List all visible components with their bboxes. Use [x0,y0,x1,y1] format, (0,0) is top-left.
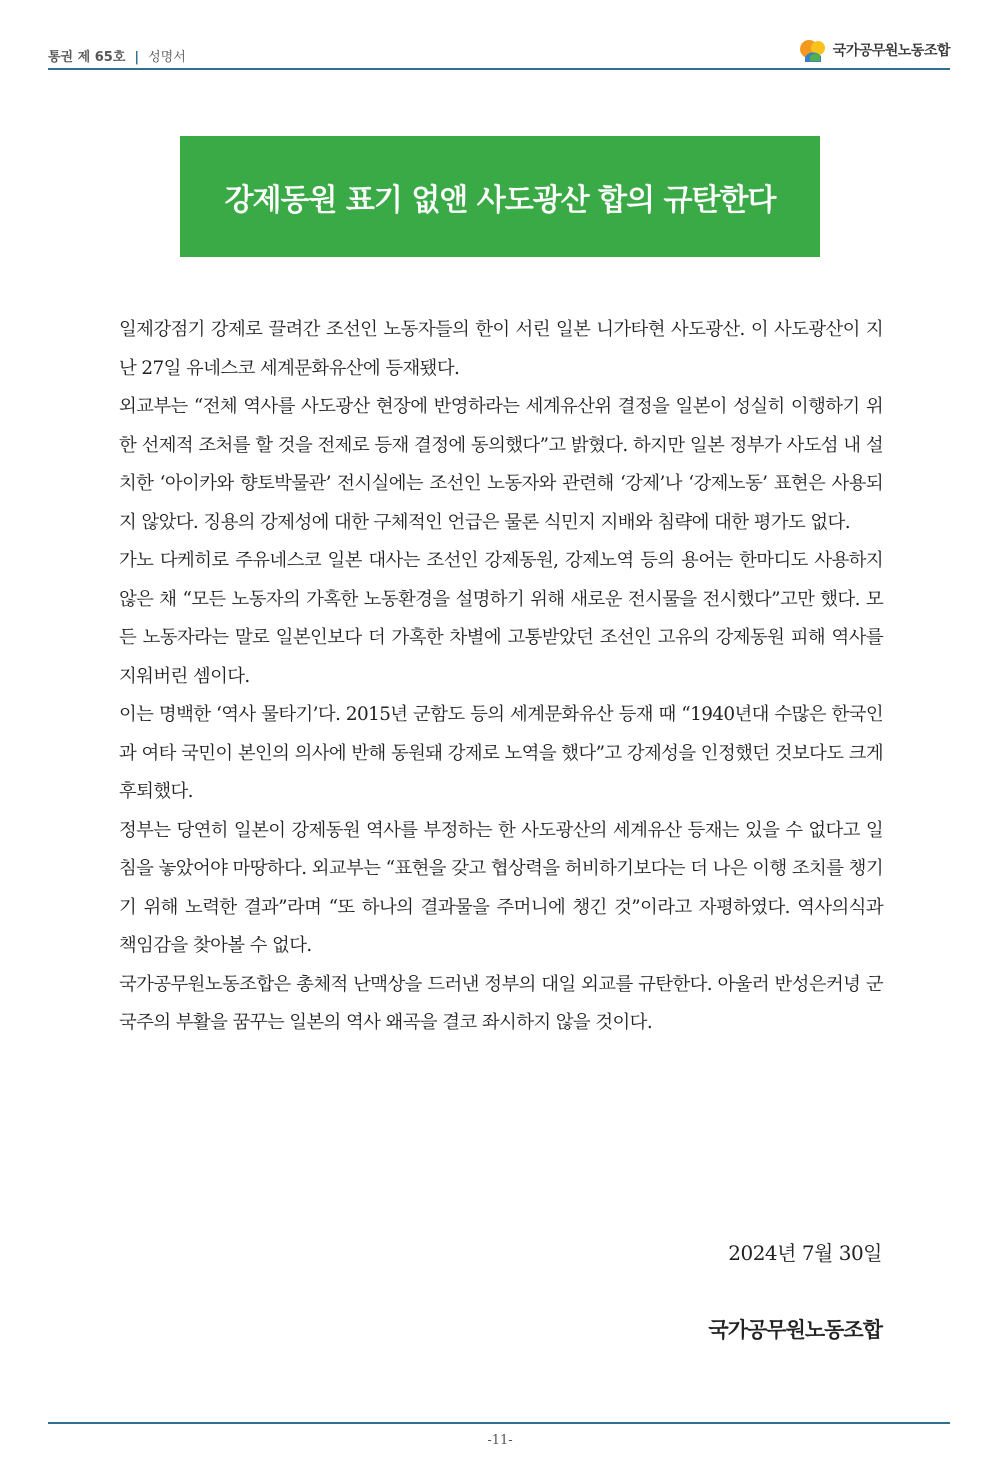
signature-org: 국가공무원노동조합 [708,1318,882,1342]
body-paragraph: 일제강점기 강제로 끌려간 조선인 노동자들의 한이 서린 일본 니가타현 사도광산. 이 사도광산이 지난 27일 유네스코 세계문화유산에 등재됐다. [119,319,883,379]
union-logo-text: 국가공무원노동조합 [832,43,950,59]
body-paragraph: 가노 다케히로 주유네스코 일본 대사는 조선인 강제동원, 강제노역 등의 용어는 한마디도 사용하지 않은 채 “모든 노동자의 가혹한 노동환경을 설명하기 위해 새로운 전시물을 전시했다”고만 했다. 모든 노동자라는 말로 일본인보다 더 가혹한 차별에 고통받았던 조선인 고유의 강제동원 피해 역사를 지워버린 셈이다. [119,550,883,687]
body-paragraph: 국가공무원노동조합은 총체적 난맥상을 드러낸 정부의 대일 외교를 규탄한다. 아울러 반성은커녕 군국주의 부활을 꿈꾸는 일본의 역사 왜곡을 결코 좌시하지 않을 것이다. [119,973,883,1033]
body-paragraph: 외교부는 “전체 역사를 사도광산 현장에 반영하라는 세계유산위 결정을 일본이 성실히 이행하기 위한 선제적 조처를 할 것을 전제로 등재 결정에 동의했다”고 밝혔다. 하지만 일본 정부가 사도섬 내 설치한 ‘아이카와 향토박물관’ 전시실에는 조선인 노동자와 관련해 ‘강제’나 ‘강제노동’ 표현은 사용되지 않았다. 징용의 강제성에 대한 구체적인 언급은 물론 식민지 지배와 침략에 대한 평가도 없다. [119,396,883,533]
statement-date: 2024년 7월 30일 [728,1241,882,1265]
body-paragraph: 이는 명백한 ‘역사 물타기’다. 2015년 군함도 등의 세계문화유산 등재 때 “1940년대 수많은 한국인과 여타 국민이 본인의 의사에 반해 동원돼 강제로 노역을 했다”고 강제성을 인정했던 것보다도 크게 후퇴했다. [119,704,883,802]
section-label: 성명서 [148,50,186,65]
statement-title: 강제동원 표기 없앤 사도광산 합의 규탄한다 [224,182,776,218]
union-logo [799,36,950,64]
page-header [48,36,950,70]
statement-body [119,311,883,1043]
union-logo-icon [799,36,827,64]
issue-info [48,46,186,65]
page-number: -11- [487,1433,513,1448]
issue-number: 통권 제 65호 [48,50,126,65]
title-banner [180,136,820,257]
header-separator: | [134,50,140,65]
footer-divider [48,1422,950,1424]
body-paragraph: 정부는 당연히 일본이 강제동원 역사를 부정하는 한 사도광산의 세계유산 등재는 있을 수 없다고 일침을 놓았어야 마땅하다. 외교부는 “표현을 갖고 협상력을 허비하기보다는 더 나은 이행 조치를 챙기기 위해 노력한 결과”라며 “또 하나의 결과물을 주머니에 챙긴 것”이라고 자평하였다. 역사의식과 책임감을 찾아볼 수 없다. [119,819,883,956]
